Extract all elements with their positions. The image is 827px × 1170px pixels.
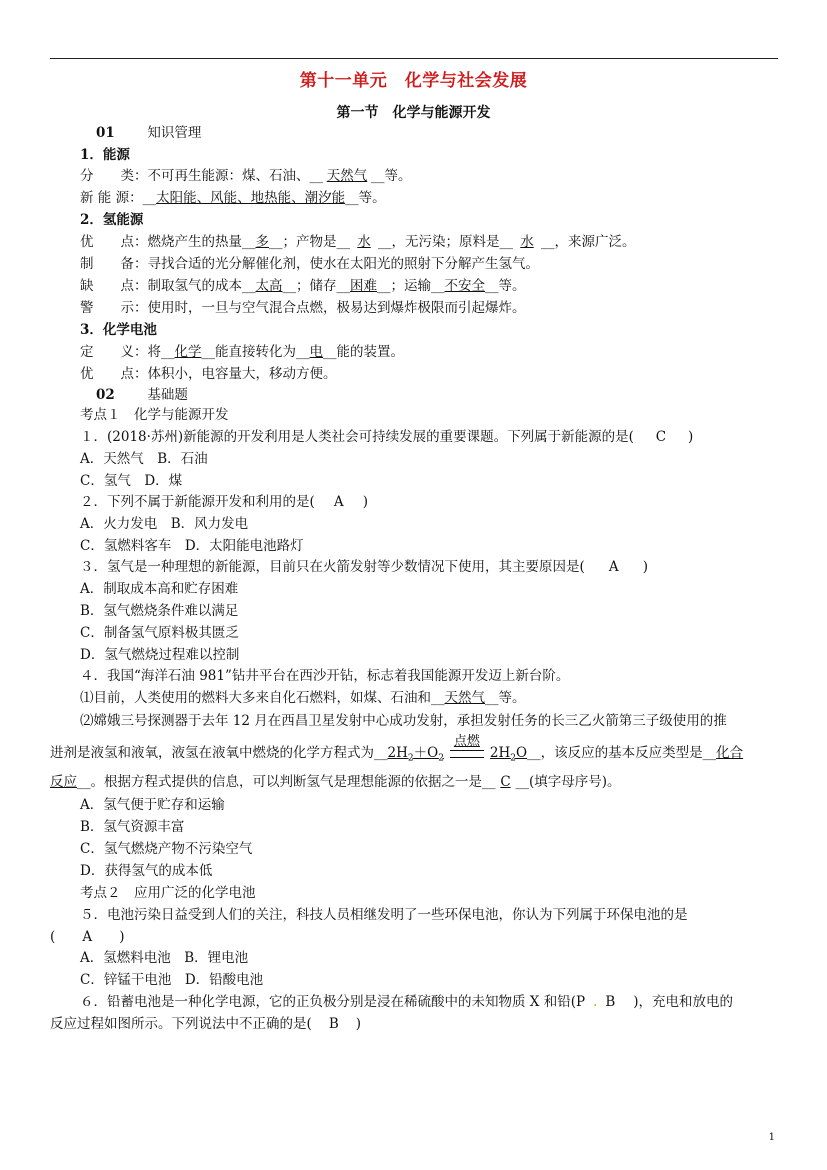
part2-heading [96,386,188,404]
part1-number: 01 [96,125,115,141]
k3-l1-mid: 能直接转化为 [215,344,296,360]
question-2-text: ２．下列不属于新能源开发和利用的是( [80,494,315,510]
k2-l1-text: 优 点：燃烧产生的热量 [80,234,242,250]
reaction-arrow [448,734,486,762]
question-4-part-2-line-1: ⑵嫦娥三号探测器于去年 12 月在西昌卫星发射中心成功发射，承担发射任务的长三乙火箭第三子级使用的推 [80,713,727,729]
k3-l1-end: 能的装置。 [336,344,404,360]
question-6-text-end: )，充电和放电的 [633,994,734,1010]
question-4-part-2-line-3: 反应__。根据方程式提供的信息，可以判断氢气是理想能源的依据之一是__ C __(填字母序号)。 [50,774,621,790]
question-6-line-2 [50,1015,361,1033]
question-1-options-ab: A．天然气 B．石油 [80,451,208,467]
question-5-close: ) [119,929,125,945]
k3-line-2: 优 点：体积小，电容量大，移动方便。 [80,366,337,382]
question-3-answer: A [608,559,619,575]
kaodian-1: 考点１ 化学与能源开发 [80,407,229,423]
answer-blank: 反应 [50,774,77,790]
answer-blank: 化学 [174,344,202,360]
question-4-part-2-line-2: 进剂是液氢和液氧，液氢在液氧中燃烧的化学方程式为$\_\_2H_2+O_2$ 点燃 $2H_2O\_\_$，该反应的基本反应类型是__化合 [50,734,744,764]
question-3-option-b: B．氢气燃烧条件难以满足 [80,603,239,619]
k1-a-end: 等。 [384,168,412,184]
question-6-close: ) [355,1016,362,1032]
k3-l1-text: 定 义：将 [80,344,161,360]
k3-line-1: 定 义：将__化学__能直接转化为__电__能的装置。 [80,344,404,360]
unit-title: 第十一单元 化学与社会发展 [299,71,528,91]
k1-b-end: 等。 [358,190,386,206]
question-6-b-mark: B [605,994,616,1010]
question-4-option-b: B．氢气资源丰富 [80,819,185,835]
eq-right-sub: 2 [510,753,517,764]
eq-left-sub: 2 [407,753,414,764]
part1-heading [96,124,201,142]
question-2-answer: A [333,494,344,510]
question-2-options-ab: A．火力发电 B．风力发电 [80,516,249,532]
question-2-options-cd: C．氢燃料客车 D．太阳能电池路灯 [80,538,304,554]
k2-l3-mid1: ；储存 [296,278,337,294]
equation-product [489,745,528,764]
k1-b-text: 新 能 源： [80,190,143,206]
k2-line-3: 缺 点：制取氢气的成本__太高__；储存__困难__；运输__不安全__等。 [80,278,526,294]
q4-p2-line3-end: (填字母序号)。 [529,774,621,790]
k2-l3-end: 等。 [498,278,526,294]
answer-blank: 天然气 [444,690,485,706]
answer-blank: 太阳能、风能、地热能、潮汐能 [156,190,346,206]
q4-p2-text: 进剂是液氢和液氧，液氢在液氧中燃烧的化学方程式为 [50,745,374,761]
k1-a-text: 分 类：不可再生能源：煤、石油、 [80,168,310,184]
k3-heading: 3．化学电池 [80,322,157,338]
question-3-option-a: A．制取成本高和贮存困难 [80,581,239,597]
q4-p2-mid: ，该反应的基本反应类型是 [540,745,703,761]
eq-oxygen-sub: 2 [438,753,444,764]
answer-blank: 太高 [255,278,283,294]
question-3-text: ３．氢气是一种理想的新能源，目前只在火箭发射等少数情况下使用，其主要原因是( [80,559,585,575]
question-5-options-cd: C．锌锰干电池 D．铅酸电池 [80,972,264,988]
answer-blank: 天然气 [326,168,368,184]
eq-right: 2H [489,745,511,761]
k2-l1-end: ，来源广泛。 [554,234,636,250]
question-5-stem: ５．电池污染日益受到人们的关注，科技人员相继发明了一些环保电池，你认为下列属于环保电池的是 [80,907,688,923]
kaodian-2: 考点２ 应用广泛的化学电池 [80,885,256,901]
part1-label: 知识管理 [147,125,202,141]
eq-left: 2H [387,745,408,761]
question-3-option-d: D．氢气燃烧过程难以控制 [80,647,240,663]
k1-heading: 1．能源 [80,147,130,163]
question-4-option-d: D．获得氢气的成本低 [80,863,213,879]
question-3-close: ) [642,559,649,575]
q4-p1-text: ⑴目前，人类使用的燃料大多来自化石燃料，如煤、石油和 [80,690,431,706]
k1-line-b: 新 能 源：__太阳能、风能、地热能、潮汐能__等。 [80,190,386,206]
part2-label: 基础题 [147,387,188,403]
k2-line-1: 优 点：燃烧产生的热量__多__；产物是__ 水 __，无污染；原料是__ 水 __，来源广泛。 [80,234,636,250]
question-1-close: ) [687,429,694,445]
question-1-answer: C [655,429,667,445]
question-5-open: ( [50,929,56,945]
answer-blank: 困难 [350,278,377,294]
k2-line-4: 警 示：使用时，一旦与空气混合点燃，极易达到爆炸极限而引起爆炸。 [80,300,526,316]
part2-number: 02 [96,387,115,403]
question-4-stem: ４．我国“海洋石油 981”钻井平台在西沙开钻，标志着我国能源开发迈上新台阶。 [80,668,570,684]
k2-line-2: 制 备：寻找合适的光分解催化剂，使水在太阳光的照射下分解产生氢气。 [80,256,539,272]
question-3-stem [80,558,648,576]
question-1-options-cd: C．氢气 D．煤 [80,473,183,489]
highlight-dot: . [593,994,598,1010]
section-title: 第一节 化学与能源开发 [336,105,491,121]
k2-l3-mid2: ；运输 [390,278,431,294]
question-5-answer-line [50,928,125,946]
answer-blank: 多 [255,234,269,250]
question-1-text: １．(2018·苏州)新能源的开发利用是人类社会可持续发展的重要课题。下列属于新能源的是( [80,429,634,445]
k2-l3-text: 缺 点：制取氢气的成本 [80,278,242,294]
question-3-option-c: C．制备氢气原料极其匮乏 [80,625,239,641]
chemical-equation [387,745,444,764]
question-4-option-a: A．氢气便于贮存和运输 [80,797,225,813]
answer-blank: 水 [357,234,371,250]
k2-heading: 2．氢能源 [80,212,144,228]
question-6-text-2: 反应过程如图所示。下列说法中不正确的是( [50,1016,312,1032]
question-6-text: ６．铅蓄电池是一种化学电源，它的正负极分别是浸在稀硫酸中的未知物质 X 和铅(P [80,994,586,1010]
equal-bars [450,750,484,758]
answer-blank: 电 [309,344,323,360]
answer-blank: 水 [520,234,534,250]
answer-blank: 不安全 [444,278,485,294]
eq-oxygen: ＋O [413,745,439,761]
question-5-answer: A [82,929,93,945]
header-rule [50,58,778,59]
question-2-stem [80,493,368,511]
q4-p1-end: 等。 [498,690,526,706]
question-6-answer: B [328,1016,339,1032]
question-1-stem [80,428,693,446]
k1-line-a: 分 类：不可再生能源：煤、石油、__ 天然气 __等。 [80,168,412,184]
question-4-option-c: C．氢气燃烧产物不污染空气 [80,841,253,857]
k2-l1-mid2: ，无污染；原料是 [391,234,500,250]
answer-blank: 化合 [716,745,744,761]
question-5-options-ab: A．氢燃料电池 B．锂电池 [80,950,249,966]
reaction-condition: 点燃 [453,734,480,749]
k2-l1-mid1: ；产物是 [282,234,337,250]
question-6-stem [80,993,733,1011]
question-2-close: ) [362,494,369,510]
question-4-part-1: ⑴目前，人类使用的燃料大多来自化石燃料，如煤、石油和__天然气__等。 [80,690,526,706]
page-number: 1 [768,1132,775,1143]
answer-blank: C [500,774,511,790]
q4-p2-line3-text: 。根据方程式提供的信息，可以判断氢气是理想能源的依据之一是 [90,774,482,790]
eq-right-o: O [516,745,528,761]
